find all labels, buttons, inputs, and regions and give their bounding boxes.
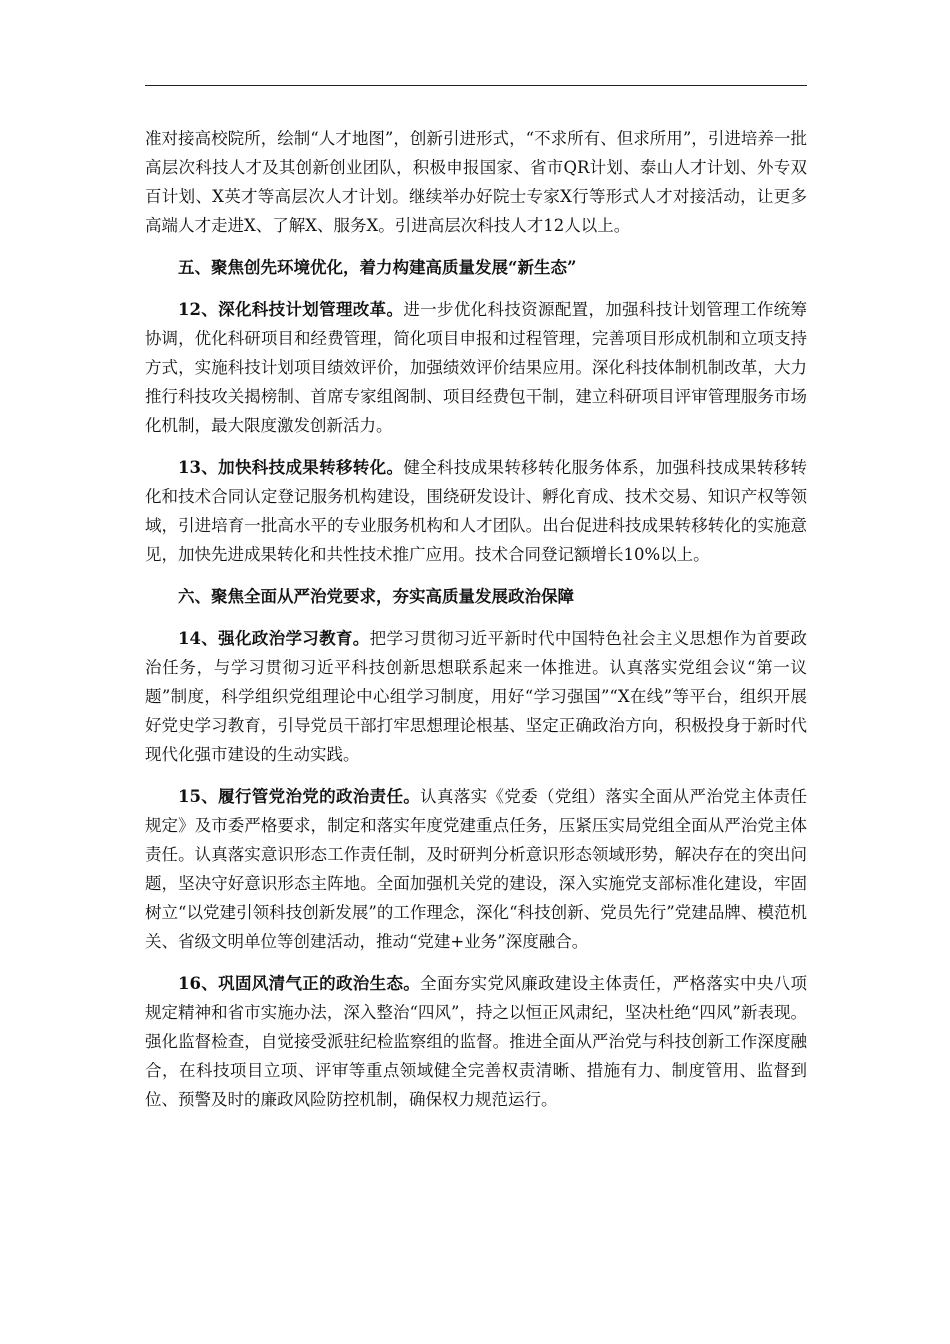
header-rule xyxy=(145,85,807,86)
item-text: 进一步优化科技资源配置，加强科技计划管理工作统筹协调，优化科研项目和经费管理，简化项目申报和过程管理，完善项目形成机制和立项支持方式，实施科技计划项目绩效评价，加强绩效评价结果应用。深化科技体制机制改革，大力推行科技攻关揭榜制、首席专家组阁制、项目经费包干制，建立科研项目评审管理服务市场化机制，最大限度激发创新活力。 xyxy=(145,300,807,435)
item-14 xyxy=(145,624,807,769)
document-body xyxy=(145,124,807,1127)
item-15 xyxy=(145,782,807,956)
item-lead: 15、履行管党治党的政治责任。 xyxy=(178,787,421,806)
item-lead: 12、深化科技计划管理改革。 xyxy=(178,300,404,319)
item-lead: 16、巩固风清气正的政治生态。 xyxy=(178,974,421,993)
paragraph-talent-continued xyxy=(145,124,807,240)
section-heading-five: 五、聚焦创先环境优化，着力构建高质量发展“新生态” xyxy=(178,258,577,277)
item-text: 把学习贯彻习近平新时代中国特色社会主义思想作为首要政治任务，与学习贯彻习近平科技创新思想联系起来一体推进。认真落实党组会议“第一议题”制度，科学组织党组理论中心组学习制度，用好“学习强国”“X在线”等平台，组织开展好党史学习教育，引导党员干部打牢思想理论根基、坚定正确政治方向，积极投身于新时代现代化强市建设的生动实践。 xyxy=(145,629,807,764)
item-16 xyxy=(145,969,807,1114)
paragraph-text: 准对接高校院所，绘制“人才地图”，创新引进形式，“不求所有、但求所用”，引进培养一批高层次科技人才及其创新创业团队，积极申报国家、省市QR计划、泰山人才计划、外专双百计划、X英才等高层次人才计划。继续举办好院士专家X行等形式人才对接活动，让更多高端人才走进X、了解X、服务X。引进高层次科技人才12人以上。 xyxy=(145,129,807,235)
item-text: 健全科技成果转移转化服务体系，加强科技成果转移转化和技术合同认定登记服务机构建设，围绕研发设计、孵化育成、技术交易、知识产权等领域，引进培育一批高水平的专业服务机构和人才团队。出台促进科技成果转移转化的实施意见，加快先进成果转化和共性技术推广应用。技术合同登记额增长10%以上。 xyxy=(145,458,807,564)
item-lead: 14、强化政治学习教育。 xyxy=(178,629,370,648)
document-page xyxy=(145,0,807,1344)
section-heading-six: 六、聚焦全面从严治党要求，夯实高质量发展政治保障 xyxy=(178,587,574,606)
item-text: 认真落实《党委（党组）落实全面从严治党主体责任规定》及市委严格要求，制定和落实年度党建重点任务，压紧压实局党组全面从严治党主体责任。认真落实意识形态工作责任制，及时研判分析意识形态领域形势，解决存在的突出问题，坚决守好意识形态主阵地。全面加强机关党的建设，深入实施党支部标准化建设，牢固树立“以党建引领科技创新发展”的工作理念，深化“科技创新、党员先行”党建品牌、模范机关、省级文明单位等创建活动，推动“党建+业务”深度融合。 xyxy=(145,787,807,951)
item-13 xyxy=(145,453,807,569)
item-text: 全面夯实党风廉政建设主体责任，严格落实中央八项规定精神和省市实施办法，深入整治“四风”，持之以恒正风肃纪，坚决杜绝“四风”新表现。强化监督检查，自觉接受派驻纪检监察组的监督。推进全面从严治党与科技创新工作深度融合，在科技项目立项、评审等重点领域健全完善权责清晰、措施有力、制度管用、监督到位、预警及时的廉政风险防控机制，确保权力规范运行。 xyxy=(145,974,807,1109)
item-12 xyxy=(145,295,807,440)
item-lead: 13、加快科技成果转移转化。 xyxy=(178,458,404,477)
